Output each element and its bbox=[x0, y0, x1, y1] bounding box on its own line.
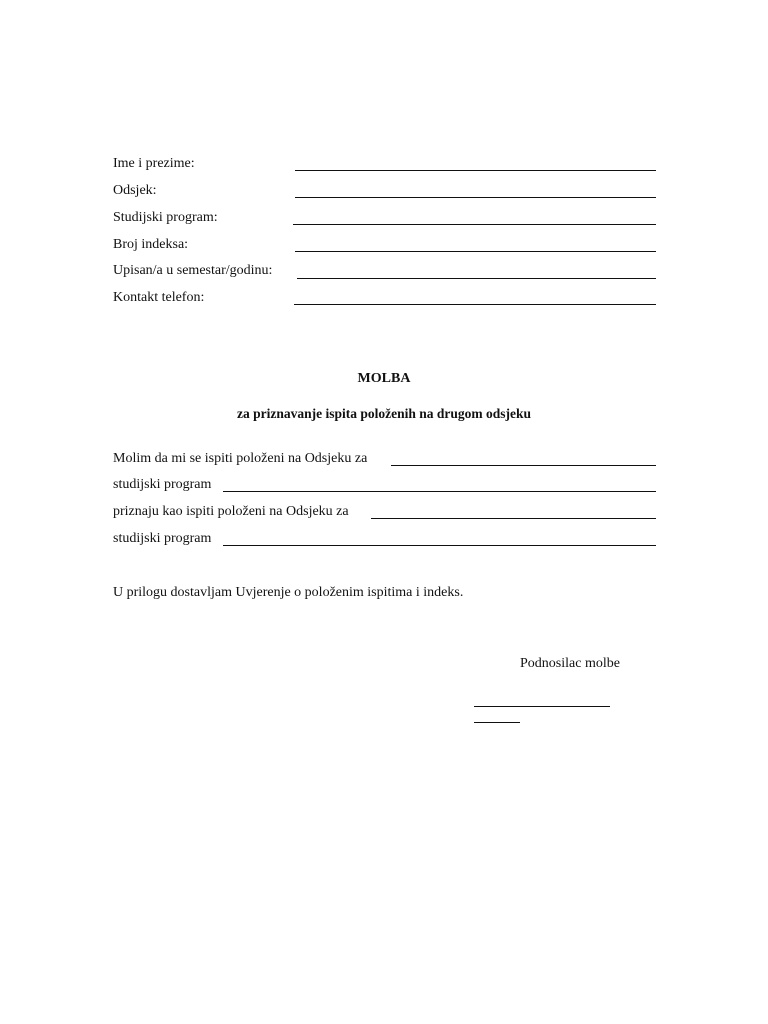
study-program-field[interactable] bbox=[293, 224, 656, 225]
signature-line[interactable] bbox=[474, 706, 610, 707]
source-program-field[interactable] bbox=[223, 491, 656, 492]
target-program-field[interactable] bbox=[223, 545, 656, 546]
source-department-field[interactable] bbox=[391, 465, 656, 466]
field-label-enrolled-semester: Upisan/a u semestar/godinu: bbox=[113, 263, 273, 278]
enrolled-semester-field[interactable] bbox=[297, 278, 656, 279]
document-subtitle: za priznavanje ispita položenih na drugom odsjeku bbox=[236, 406, 532, 421]
request-line-source-program: studijski program bbox=[113, 477, 212, 492]
field-label-index-number: Broj indeksa: bbox=[113, 237, 189, 252]
signature-label: Podnosilac molbe bbox=[520, 656, 620, 671]
signature-line-continuation bbox=[474, 722, 520, 723]
request-line-to-department: priznaju kao ispiti položeni na Odsjeku za bbox=[113, 504, 349, 519]
field-label-study-program: Studijski program: bbox=[113, 210, 218, 225]
document-title: MOLBA bbox=[357, 371, 411, 386]
request-line-target-program: studijski program bbox=[113, 531, 212, 546]
target-department-field[interactable] bbox=[371, 518, 656, 519]
field-label-department: Odsjek: bbox=[113, 183, 157, 198]
attachment-note: U prilogu dostavljam Uvjerenje o položenim ispitima i indeks. bbox=[113, 585, 464, 600]
contact-phone-field[interactable] bbox=[294, 304, 656, 305]
field-label-contact-phone: Kontakt telefon: bbox=[113, 290, 205, 305]
request-line-from-department: Molim da mi se ispiti položeni na Odsjeku za bbox=[113, 451, 368, 466]
full-name-field[interactable] bbox=[295, 170, 656, 171]
field-label-full-name: Ime i prezime: bbox=[113, 156, 195, 171]
department-field[interactable] bbox=[295, 197, 656, 198]
index-number-field[interactable] bbox=[295, 251, 656, 252]
